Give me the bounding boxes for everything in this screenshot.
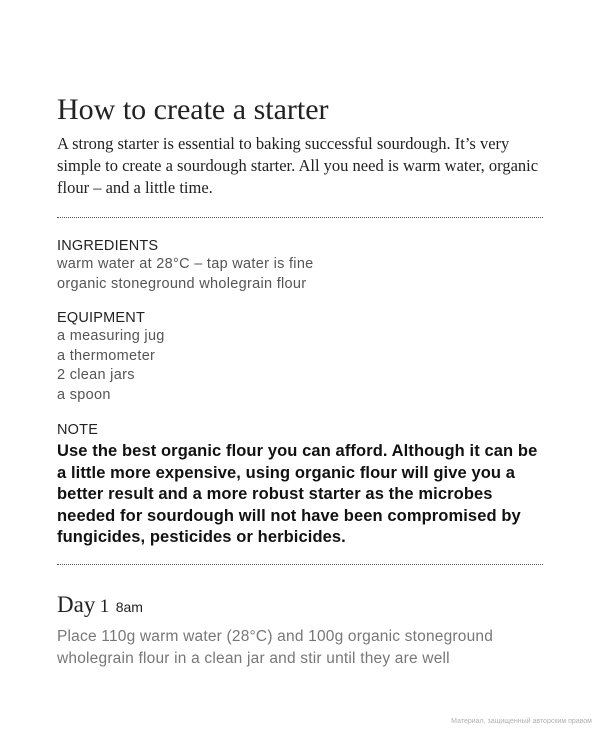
page-title: How to create a starter [57, 93, 329, 126]
equipment-item: 2 clean jars [57, 367, 135, 383]
day-number: 1 [99, 596, 110, 617]
day-instructions: Place 110g warm water (28°C) and 100g organic stoneground wholegrain flour in a clean jar and stir until they are well [57, 628, 494, 667]
day-time: 8am [115, 599, 143, 615]
ingredient-item: warm water at 28°C – tap water is fine [57, 256, 314, 272]
ingredients-heading: INGREDIENTS [57, 238, 159, 254]
day-label: Day [57, 592, 96, 617]
note-section [57, 421, 545, 549]
equipment-section [57, 309, 545, 405]
note-text: Use the best organic flour you can afford. Although it can be a little more expensive, using organic flour will give you a better result and a more robust starter as the microbes needed for sourdough will not have been compromised by fungicides, pesticides or herbicides. [57, 442, 538, 546]
day-heading [57, 592, 143, 618]
equipment-item: a measuring jug [57, 328, 165, 344]
ingredients-section [57, 237, 545, 294]
equipment-item: a thermometer [57, 347, 156, 364]
dotted-divider-top [57, 217, 543, 218]
dotted-divider-bottom [57, 564, 543, 565]
ingredient-item: organic stoneground wholegrain flour [57, 275, 307, 292]
copyright-watermark: Материал, защищенный авторским правом [451, 718, 592, 725]
equipment-item: a spoon [57, 386, 111, 403]
note-heading: NOTE [57, 422, 99, 438]
equipment-heading: EQUIPMENT [57, 310, 145, 326]
intro-paragraph: A strong starter is essential to baking successful sourdough. It’s very simple to create a sourdough starter. All you need is warm water, organic flour – and a little time. [57, 134, 539, 197]
